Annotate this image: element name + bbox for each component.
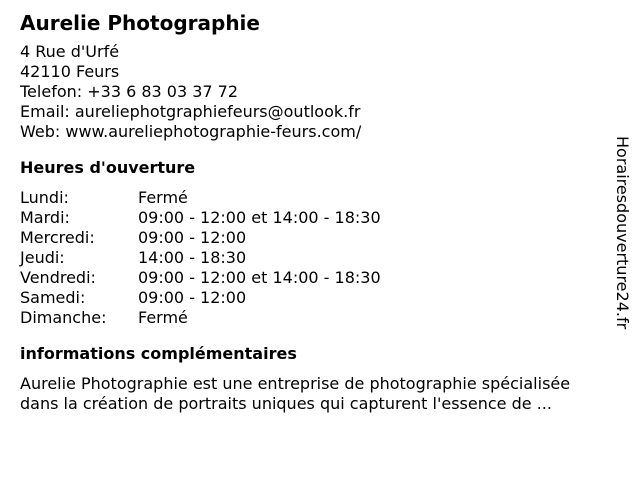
hours-day: Mardi: (20, 208, 70, 227)
info-heading: informations complémentaires (20, 344, 297, 363)
hours-row (20, 308, 600, 328)
hours-day: Lundi: (20, 188, 69, 207)
web-line: Web: www.aureliephotographie-feurs.com/ (20, 122, 362, 141)
hours-table (20, 188, 600, 328)
hours-row (20, 288, 600, 308)
business-card (20, 10, 600, 414)
hours-time: 09:00 - 12:00 et 14:00 - 18:30 (138, 208, 381, 227)
hours-time: 09:00 - 12:00 et 14:00 - 18:30 (138, 268, 381, 287)
hours-day: Samedi: (20, 288, 86, 307)
phone-line: Telefon: +33 6 83 03 37 72 (20, 82, 239, 101)
email-line: Email: aureliephotgraphiefeurs@outlook.fr (20, 102, 361, 121)
hours-time: Fermé (138, 188, 188, 207)
address-line-2: 42110 Feurs (20, 62, 120, 81)
hours-row (20, 188, 600, 208)
hours-day: Vendredi: (20, 268, 96, 287)
hours-row (20, 208, 600, 228)
info-description (20, 374, 600, 414)
hours-time: Fermé (138, 308, 188, 327)
info-line-1: Aurelie Photographie est une entreprise de photographie spécialisée (20, 374, 571, 393)
hours-time: 09:00 - 12:00 (138, 228, 247, 247)
business-name: Aurelie Photographie (20, 11, 260, 35)
address-line-1: 4 Rue d'Urfé (20, 42, 120, 61)
hours-row (20, 228, 600, 248)
hours-time: 14:00 - 18:30 (138, 248, 247, 267)
hours-row (20, 268, 600, 288)
info-line-2: dans la création de portraits uniques qui capturent l'essence de ... (20, 394, 552, 413)
site-watermark: Horairesdouverture24.fr (613, 136, 632, 330)
hours-day: Mercredi: (20, 228, 95, 247)
hours-heading: Heures d'ouverture (20, 158, 196, 177)
hours-day: Dimanche: (20, 308, 107, 327)
hours-day: Jeudi: (20, 248, 65, 267)
hours-time: 09:00 - 12:00 (138, 288, 247, 307)
hours-row (20, 248, 600, 268)
